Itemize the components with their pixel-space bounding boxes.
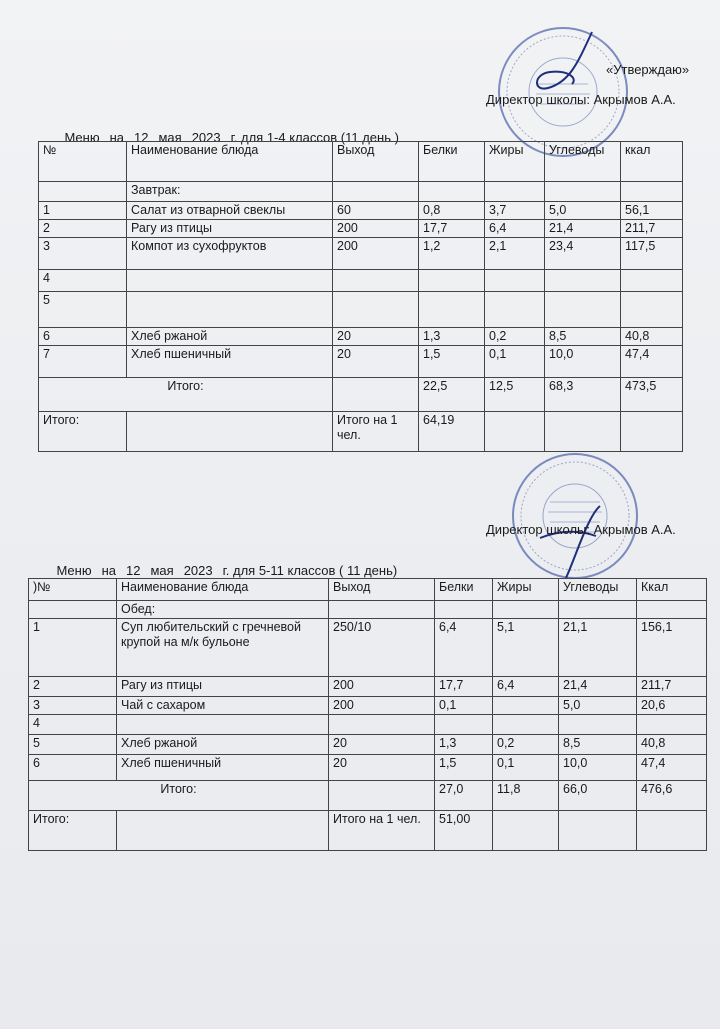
approve-label: «Утверждаю»: [606, 62, 690, 77]
header-cell: Жиры: [485, 142, 545, 182]
header-cell: Белки: [435, 579, 493, 601]
menu-table-grades-1-4: [38, 141, 683, 452]
header-cell: Жиры: [493, 579, 559, 601]
table-header: [29, 579, 707, 601]
header-cell: Выход: [333, 142, 419, 182]
table-row: 2 Рагу из птицы 200 17,7 6,4 21,4 211,7: [29, 677, 707, 697]
section-row: [29, 601, 707, 619]
header-cell: Выход: [329, 579, 435, 601]
total-row: Итого: Итого на 1 чел. 64,19: [39, 412, 683, 452]
header-cell: Углеводы: [559, 579, 637, 601]
table-row: 3 Чай с сахаром 200 0,1 5,0 20,6: [29, 697, 707, 715]
table-row: 3 Компот из сухофруктов 200 1,2 2,1 23,4 117,5: [39, 238, 683, 270]
table-row: 1 Салат из отварной свеклы 60 0,8 3,7 5,0 56,1: [39, 202, 683, 220]
table-row: 2 Рагу из птицы 200 17,7 6,4 21,4 211,7: [39, 220, 683, 238]
section-label: Обед:: [117, 601, 329, 619]
table-header: [39, 142, 683, 182]
header-cell: Наименование блюда: [127, 142, 333, 182]
header-cell: Белки: [419, 142, 485, 182]
official-stamp-2: [500, 446, 650, 586]
section-label: Завтрак:: [127, 182, 333, 202]
table-row: 4: [39, 270, 683, 292]
director-signature-line: Директор школы: Акрымов А.А.: [486, 92, 676, 107]
table-row: 6 Хлеб пшеничный 20 1,5 0,1 10,0 47,4: [29, 755, 707, 781]
subtotal-row: Итого: 27,0 11,8 66,0 476,6: [29, 781, 707, 811]
table-row: 5: [39, 292, 683, 328]
header-cell: Ккал: [637, 579, 707, 601]
table-row: 4: [29, 715, 707, 735]
total-row: Итого: Итого на 1 чел. 51,00: [29, 811, 707, 851]
table-row: 7 Хлеб пшеничный 20 1,5 0,1 10,0 47,4: [39, 346, 683, 378]
header-cell: Углеводы: [545, 142, 621, 182]
header-cell: Наименование блюда: [117, 579, 329, 601]
table-row: 5 Хлеб ржаной 20 1,3 0,2 8,5 40,8: [29, 735, 707, 755]
table-row: 6 Хлеб ржаной 20 1,3 0,2 8,5 40,8: [39, 328, 683, 346]
subtotal-row: Итого: 22,5 12,5 68,3 473,5: [39, 378, 683, 412]
menu-title: Меню на 12 мая 2023 г. для 5-11 классов ( 11 день): [56, 563, 398, 578]
section-row: [39, 182, 683, 202]
header-cell: №: [39, 142, 127, 182]
header-cell: )№: [29, 579, 117, 601]
table-row: 1 Суп любительский с гречневой крупой на м/к бульоне 250/10 6,4 5,1 21,1 156,1: [29, 619, 707, 677]
menu-table-grades-5-11: [28, 578, 707, 851]
menu-title: Меню на 12 мая 2023 г. для 1-4 классов (11 день ): [64, 130, 399, 145]
director-signature-line: Директор школы: Акрымов А.А.: [486, 522, 676, 537]
header-cell: ккал: [621, 142, 683, 182]
